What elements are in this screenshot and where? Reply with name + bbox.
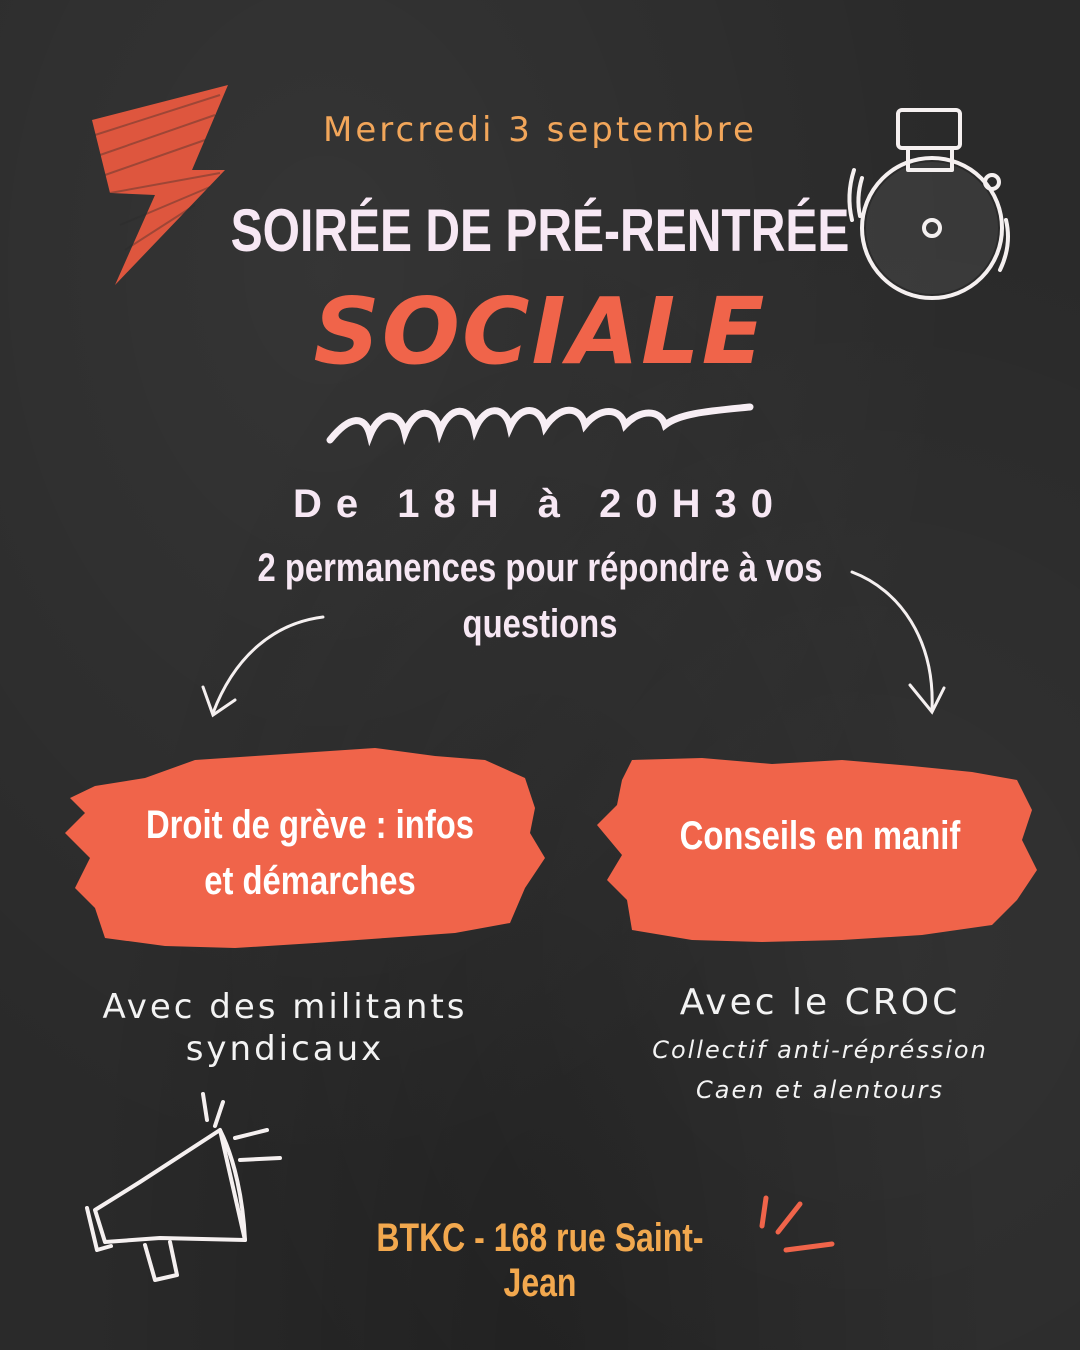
event-location: BTKC - 168 rue Saint-Jean <box>376 1216 704 1305</box>
arrow-right-icon <box>840 560 960 725</box>
megaphone-icon <box>75 1090 295 1300</box>
session-1-with <box>60 986 510 1070</box>
event-highlight: SOCIALE <box>313 278 767 385</box>
session-2-with: Avec le CROC <box>679 982 961 1023</box>
session-2-note-line2: Caen et alentours <box>696 1076 944 1104</box>
event-subtitle: 2 permanences pour répondre à vos questions <box>257 546 823 646</box>
session-1-with-line1: Avec des militants <box>102 987 468 1027</box>
session-1-title-line2: et démarches <box>204 859 416 903</box>
squiggle-divider <box>320 395 760 455</box>
session-1-title-line1: Droit de grève : infos <box>145 803 475 847</box>
event-date: Mercredi 3 septembre <box>323 110 757 150</box>
spark-lines-icon <box>752 1190 842 1270</box>
session-2-title: Conseils en manif <box>679 814 961 858</box>
session-2-note-line1: Collectif anti-répréssion <box>652 1036 988 1064</box>
session-1-title <box>121 797 498 909</box>
arrow-left-icon <box>195 605 335 730</box>
event-hours: De 18H à 20H30 <box>293 482 787 526</box>
event-title: SOIRÉE DE PRÉ-RENTRÉE <box>230 197 850 264</box>
session-1-with-line2: syndicaux <box>185 1029 385 1069</box>
